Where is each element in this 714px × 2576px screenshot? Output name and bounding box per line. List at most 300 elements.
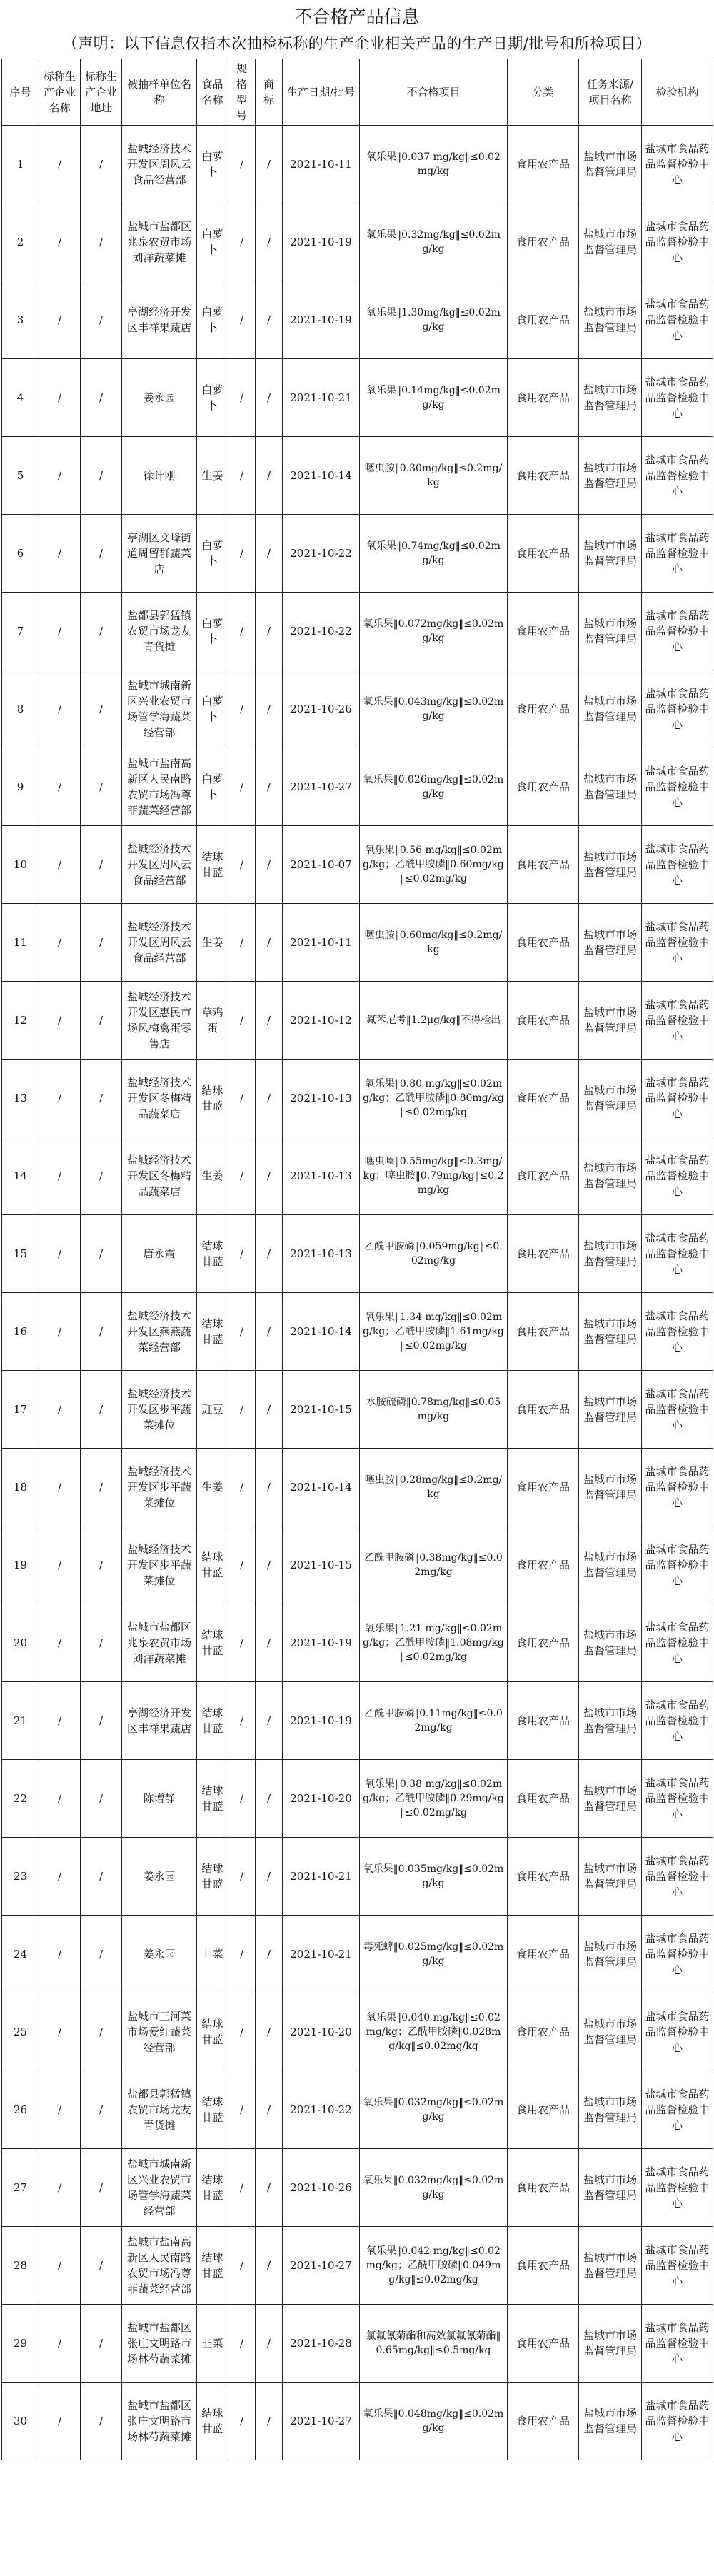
cell-failed-item: 氧乐果‖0.032mg/kg‖≤0.02mg/kg: [360, 2149, 508, 2227]
cell-sampled-unit: 姜永园: [122, 1916, 197, 1993]
cell-task-source: 盐城市市场监督管理局: [579, 1215, 642, 1293]
cell-date-batch: 2021-10-19: [283, 281, 360, 359]
cell-manufacturer: /: [39, 1916, 81, 1993]
cell-failed-item: 氟苯尼考‖1.2μg/kg‖不得检出: [360, 982, 508, 1060]
cell-date-batch: 2021-10-21: [283, 1916, 360, 1993]
cell-spec: /: [228, 670, 256, 748]
cell-sampled-unit: 盐城经济技术开发区周风云食品经营部: [122, 826, 197, 904]
cell-category: 食用农产品: [508, 1682, 579, 1760]
cell-failed-item: 氧乐果‖1.30mg/kg‖≤0.02mg/kg: [360, 281, 508, 359]
cell-lab: 盐城市食品药品监督检验中心: [642, 1137, 713, 1215]
cell-manufacturer-address: /: [81, 904, 122, 982]
cell-no: 7: [2, 593, 39, 670]
header-spec: 规格型号: [228, 59, 256, 126]
cell-task-source: 盐城市市场监督管理局: [579, 1137, 642, 1215]
cell-food-name: 生姜: [197, 437, 228, 515]
cell-manufacturer: /: [39, 359, 81, 437]
cell-category: 食用农产品: [508, 281, 579, 359]
cell-manufacturer-address: /: [81, 203, 122, 281]
cell-date-batch: 2021-10-27: [283, 2383, 360, 2460]
cell-manufacturer: /: [39, 1293, 81, 1371]
table-header-row: [2, 59, 713, 126]
cell-lab: 盐城市食品药品监督检验中心: [642, 1526, 713, 1604]
cell-date-batch: 2021-10-13: [283, 1060, 360, 1137]
table-row: [2, 2227, 713, 2305]
cell-spec: /: [228, 2071, 256, 2149]
table-row: [2, 826, 713, 904]
cell-date-batch: 2021-10-28: [283, 2305, 360, 2383]
cell-brand: /: [256, 982, 283, 1060]
cell-food-name: 韭菜: [197, 2305, 228, 2383]
cell-food-name: 白萝卜: [197, 203, 228, 281]
cell-brand: /: [256, 515, 283, 593]
cell-spec: /: [228, 126, 256, 203]
cell-sampled-unit: 盐城市城南新区兴业农贸市场管学海蔬菜经营部: [122, 2149, 197, 2227]
table-row: [2, 1215, 713, 1293]
cell-spec: /: [228, 1604, 256, 1682]
cell-task-source: 盐城市市场监督管理局: [579, 1293, 642, 1371]
cell-no: 26: [2, 2071, 39, 2149]
cell-brand: /: [256, 2149, 283, 2227]
cell-category: 食用农产品: [508, 982, 579, 1060]
cell-date-batch: 2021-10-19: [283, 1604, 360, 1682]
cell-brand: /: [256, 2305, 283, 2383]
cell-date-batch: 2021-10-26: [283, 670, 360, 748]
cell-spec: /: [228, 1137, 256, 1215]
cell-manufacturer-address: /: [81, 1526, 122, 1604]
cell-date-batch: 2021-10-14: [283, 437, 360, 515]
cell-lab: 盐城市食品药品监督检验中心: [642, 748, 713, 826]
cell-task-source: 盐城市市场监督管理局: [579, 1060, 642, 1137]
cell-failed-item: 噻虫嗪‖0.55mg/kg‖≤0.3mg/kg；噻虫胺‖0.79mg/kg‖≤0.2mg/kg: [360, 1137, 508, 1215]
cell-spec: /: [228, 281, 256, 359]
cell-food-name: 白萝卜: [197, 670, 228, 748]
cell-sampled-unit: 盐城经济技术开发区步平蔬菜摊位: [122, 1371, 197, 1449]
cell-no: 2: [2, 203, 39, 281]
cell-manufacturer-address: /: [81, 2071, 122, 2149]
cell-food-name: 白萝卜: [197, 359, 228, 437]
cell-brand: /: [256, 1060, 283, 1137]
cell-date-batch: 2021-10-22: [283, 515, 360, 593]
table-row: [2, 203, 713, 281]
cell-spec: /: [228, 1993, 256, 2071]
cell-date-batch: 2021-10-27: [283, 748, 360, 826]
cell-task-source: 盐城市市场监督管理局: [579, 281, 642, 359]
cell-lab: 盐城市食品药品监督检验中心: [642, 1060, 713, 1137]
cell-food-name: 结球甘蓝: [197, 2383, 228, 2460]
cell-manufacturer-address: /: [81, 126, 122, 203]
cell-no: 12: [2, 982, 39, 1060]
cell-spec: /: [228, 437, 256, 515]
cell-no: 18: [2, 1449, 39, 1526]
statement: （声明：以下信息仅指本次抽检标称的生产企业相关产品的生产日期/批号和所检项目）: [62, 35, 652, 52]
cell-failed-item: 氯氟氰菊酯和高效氯氟氰菊酯‖0.65mg/kg‖≤0.5mg/kg: [360, 2305, 508, 2383]
cell-spec: /: [228, 1760, 256, 1838]
cell-no: 11: [2, 904, 39, 982]
table-row: [2, 2383, 713, 2460]
cell-failed-item: 噻虫胺‖0.28mg/kg‖≤0.2mg/kg: [360, 1449, 508, 1526]
cell-task-source: 盐城市市场监督管理局: [579, 1993, 642, 2071]
cell-lab: 盐城市食品药品监督检验中心: [642, 126, 713, 203]
cell-task-source: 盐城市市场监督管理局: [579, 515, 642, 593]
cell-manufacturer: /: [39, 2227, 81, 2305]
cell-no: 25: [2, 1993, 39, 2071]
cell-brand: /: [256, 2227, 283, 2305]
cell-brand: /: [256, 1682, 283, 1760]
cell-spec: /: [228, 904, 256, 982]
cell-category: 食用农产品: [508, 1526, 579, 1604]
cell-manufacturer: /: [39, 2149, 81, 2227]
cell-brand: /: [256, 1993, 283, 2071]
cell-failed-item: 毒死蜱‖0.025mg/kg‖≤0.02mg/kg: [360, 1916, 508, 1993]
cell-food-name: 结球甘蓝: [197, 1760, 228, 1838]
header-sampled-unit: 被抽样单位名称: [122, 59, 197, 126]
cell-failed-item: 噻虫胺‖0.30mg/kg‖≤0.2mg/kg: [360, 437, 508, 515]
cell-spec: /: [228, 2149, 256, 2227]
table-row: [2, 1137, 713, 1215]
cell-brand: /: [256, 1215, 283, 1293]
cell-lab: 盐城市食品药品监督检验中心: [642, 1215, 713, 1293]
cell-date-batch: 2021-10-15: [283, 1526, 360, 1604]
cell-date-batch: 2021-10-20: [283, 1760, 360, 1838]
cell-spec: /: [228, 1682, 256, 1760]
cell-lab: 盐城市食品药品监督检验中心: [642, 1371, 713, 1449]
cell-manufacturer: /: [39, 1760, 81, 1838]
cell-date-batch: 2021-10-21: [283, 1838, 360, 1916]
cell-manufacturer: /: [39, 1137, 81, 1215]
cell-lab: 盐城市食品药品监督检验中心: [642, 1449, 713, 1526]
cell-date-batch: 2021-10-13: [283, 1137, 360, 1215]
table-row: [2, 281, 713, 359]
table-row: [2, 437, 713, 515]
cell-lab: 盐城市食品药品监督检验中心: [642, 203, 713, 281]
cell-task-source: 盐城市市场监督管理局: [579, 1916, 642, 1993]
header-lab: 检验机构: [642, 59, 713, 126]
cell-date-batch: 2021-10-20: [283, 1993, 360, 2071]
cell-task-source: 盐城市市场监督管理局: [579, 748, 642, 826]
table-row: [2, 1293, 713, 1371]
cell-sampled-unit: 盐城经济技术开发区燕燕蔬菜经营部: [122, 1293, 197, 1371]
cell-task-source: 盐城市市场监督管理局: [579, 437, 642, 515]
cell-food-name: 结球甘蓝: [197, 1993, 228, 2071]
cell-brand: /: [256, 1137, 283, 1215]
cell-sampled-unit: 盐城经济技术开发区冬梅精品蔬菜店: [122, 1060, 197, 1137]
table-row: [2, 748, 713, 826]
cell-manufacturer-address: /: [81, 1215, 122, 1293]
cell-brand: /: [256, 437, 283, 515]
cell-manufacturer: /: [39, 748, 81, 826]
cell-category: 食用农产品: [508, 1371, 579, 1449]
cell-manufacturer: /: [39, 1449, 81, 1526]
header-failed-item: 不合格项目: [360, 59, 508, 126]
cell-food-name: 结球甘蓝: [197, 1215, 228, 1293]
cell-sampled-unit: 徐计刚: [122, 437, 197, 515]
cell-food-name: 白萝卜: [197, 515, 228, 593]
cell-manufacturer-address: /: [81, 515, 122, 593]
cell-category: 食用农产品: [508, 1993, 579, 2071]
cell-brand: /: [256, 748, 283, 826]
cell-no: 9: [2, 748, 39, 826]
cell-lab: 盐城市食品药品监督检验中心: [642, 826, 713, 904]
cell-date-batch: 2021-10-14: [283, 1449, 360, 1526]
cell-lab: 盐城市食品药品监督检验中心: [642, 2149, 713, 2227]
cell-no: 29: [2, 2305, 39, 2383]
cell-category: 食用农产品: [508, 1760, 579, 1838]
cell-brand: /: [256, 1838, 283, 1916]
cell-failed-item: 氧乐果‖0.048mg/kg‖≤0.02mg/kg: [360, 2383, 508, 2460]
cell-brand: /: [256, 670, 283, 748]
cell-manufacturer: /: [39, 203, 81, 281]
cell-sampled-unit: 陈增静: [122, 1760, 197, 1838]
cell-food-name: 结球甘蓝: [197, 1293, 228, 1371]
cell-manufacturer-address: /: [81, 359, 122, 437]
cell-food-name: 白萝卜: [197, 593, 228, 670]
cell-task-source: 盐城市市场监督管理局: [579, 1682, 642, 1760]
cell-lab: 盐城市食品药品监督检验中心: [642, 593, 713, 670]
cell-brand: /: [256, 826, 283, 904]
cell-date-batch: 2021-10-11: [283, 904, 360, 982]
cell-category: 食用农产品: [508, 670, 579, 748]
cell-spec: /: [228, 748, 256, 826]
cell-food-name: 豇豆: [197, 1371, 228, 1449]
cell-no: 10: [2, 826, 39, 904]
cell-brand: /: [256, 1760, 283, 1838]
cell-no: 28: [2, 2227, 39, 2305]
cell-manufacturer-address: /: [81, 1137, 122, 1215]
cell-task-source: 盐城市市场监督管理局: [579, 359, 642, 437]
cell-category: 食用农产品: [508, 904, 579, 982]
cell-category: 食用农产品: [508, 1916, 579, 1993]
cell-category: 食用农产品: [508, 1215, 579, 1293]
cell-sampled-unit: 盐城市盐都区兆泉农贸市场刘洋蔬菜摊: [122, 203, 197, 281]
cell-manufacturer: /: [39, 437, 81, 515]
table-row: [2, 2305, 713, 2383]
cell-category: 食用农产品: [508, 1060, 579, 1137]
cell-failed-item: 氧乐果‖0.037 mg/kg‖≤0.02mg/kg: [360, 126, 508, 203]
cell-task-source: 盐城市市场监督管理局: [579, 1449, 642, 1526]
cell-no: 19: [2, 1526, 39, 1604]
table-row: [2, 359, 713, 437]
cell-manufacturer: /: [39, 904, 81, 982]
cell-sampled-unit: 盐城市盐都区张庄文明路市场林芍蔬菜摊: [122, 2305, 197, 2383]
cell-sampled-unit: 盐城市三河菜市场爱红蔬菜经营部: [122, 1993, 197, 2071]
cell-lab: 盐城市食品药品监督检验中心: [642, 2071, 713, 2149]
cell-manufacturer: /: [39, 1371, 81, 1449]
cell-date-batch: 2021-10-14: [283, 1293, 360, 1371]
cell-no: 16: [2, 1293, 39, 1371]
cell-lab: 盐城市食品药品监督检验中心: [642, 1838, 713, 1916]
cell-failed-item: 氧乐果‖0.56 mg/kg‖≤0.02mg/kg；乙酰甲胺磷‖0.60mg/kg‖≤0.02mg/kg: [360, 826, 508, 904]
cell-date-batch: 2021-10-15: [283, 1371, 360, 1449]
cell-manufacturer-address: /: [81, 1682, 122, 1760]
cell-category: 食用农产品: [508, 1838, 579, 1916]
cell-spec: /: [228, 1371, 256, 1449]
header-manufacturer-address: 标称生产企业地址: [81, 59, 122, 126]
table-row: [2, 593, 713, 670]
table-row: [2, 126, 713, 203]
cell-food-name: 白萝卜: [197, 126, 228, 203]
cell-no: 15: [2, 1215, 39, 1293]
table-row: [2, 1916, 713, 1993]
cell-brand: /: [256, 281, 283, 359]
cell-lab: 盐城市食品药品监督检验中心: [642, 670, 713, 748]
cell-lab: 盐城市食品药品监督检验中心: [642, 1293, 713, 1371]
cell-failed-item: 氧乐果‖0.040 mg/kg‖≤0.02mg/kg；乙酰甲胺磷‖0.028mg/kg‖≤0.02mg/kg: [360, 1993, 508, 2071]
table-row: [2, 1682, 713, 1760]
cell-category: 食用农产品: [508, 437, 579, 515]
cell-failed-item: 氧乐果‖0.042 mg/kg‖≤0.02mg/kg；乙酰甲胺磷‖0.049mg/kg‖≤0.02mg/kg: [360, 2227, 508, 2305]
cell-brand: /: [256, 1916, 283, 1993]
cell-date-batch: 2021-10-07: [283, 826, 360, 904]
cell-brand: /: [256, 1371, 283, 1449]
cell-food-name: 草鸡蛋: [197, 982, 228, 1060]
cell-no: 5: [2, 437, 39, 515]
cell-lab: 盐城市食品药品监督检验中心: [642, 2227, 713, 2305]
cell-manufacturer-address: /: [81, 1838, 122, 1916]
cell-sampled-unit: 唐永霞: [122, 1215, 197, 1293]
cell-food-name: 结球甘蓝: [197, 2227, 228, 2305]
cell-category: 食用农产品: [508, 1604, 579, 1682]
cell-failed-item: 氧乐果‖0.32mg/kg‖≤0.02mg/kg: [360, 203, 508, 281]
cell-brand: /: [256, 1449, 283, 1526]
cell-lab: 盐城市食品药品监督检验中心: [642, 904, 713, 982]
cell-food-name: 结球甘蓝: [197, 2149, 228, 2227]
cell-food-name: 结球甘蓝: [197, 1838, 228, 1916]
cell-brand: /: [256, 904, 283, 982]
cell-sampled-unit: 盐都县郭猛镇农贸市场龙友青货摊: [122, 593, 197, 670]
cell-task-source: 盐城市市场监督管理局: [579, 2227, 642, 2305]
cell-brand: /: [256, 1604, 283, 1682]
cell-sampled-unit: 姜永园: [122, 1838, 197, 1916]
cell-manufacturer-address: /: [81, 826, 122, 904]
cell-task-source: 盐城市市场监督管理局: [579, 904, 642, 982]
cell-task-source: 盐城市市场监督管理局: [579, 670, 642, 748]
cell-date-batch: 2021-10-21: [283, 359, 360, 437]
cell-manufacturer-address: /: [81, 1993, 122, 2071]
cell-no: 4: [2, 359, 39, 437]
cell-failed-item: 乙酰甲胺磷‖0.059mg/kg‖≤0.02mg/kg: [360, 1215, 508, 1293]
cell-manufacturer-address: /: [81, 1916, 122, 1993]
cell-category: 食用农产品: [508, 593, 579, 670]
cell-manufacturer-address: /: [81, 1760, 122, 1838]
cell-manufacturer-address: /: [81, 982, 122, 1060]
cell-manufacturer-address: /: [81, 2305, 122, 2383]
cell-category: 食用农产品: [508, 2227, 579, 2305]
cell-category: 食用农产品: [508, 2383, 579, 2460]
cell-task-source: 盐城市市场监督管理局: [579, 1526, 642, 1604]
cell-food-name: 韭菜: [197, 1916, 228, 1993]
cell-spec: /: [228, 1526, 256, 1604]
cell-lab: 盐城市食品药品监督检验中心: [642, 2305, 713, 2383]
cell-manufacturer: /: [39, 1838, 81, 1916]
cell-task-source: 盐城市市场监督管理局: [579, 1838, 642, 1916]
cell-spec: /: [228, 1060, 256, 1137]
cell-manufacturer: /: [39, 1604, 81, 1682]
cell-manufacturer: /: [39, 515, 81, 593]
cell-task-source: 盐城市市场监督管理局: [579, 203, 642, 281]
cell-manufacturer-address: /: [81, 1371, 122, 1449]
cell-manufacturer-address: /: [81, 1293, 122, 1371]
cell-task-source: 盐城市市场监督管理局: [579, 1604, 642, 1682]
cell-sampled-unit: 盐城经济技术开发区周风云食品经营部: [122, 904, 197, 982]
header-brand: 商标: [256, 59, 283, 126]
cell-no: 20: [2, 1604, 39, 1682]
cell-sampled-unit: 盐城市盐南高新区人民南路农贸市场冯尊菲蔬菜经营部: [122, 2227, 197, 2305]
cell-date-batch: 2021-10-11: [283, 126, 360, 203]
cell-lab: 盐城市食品药品监督检验中心: [642, 2383, 713, 2460]
cell-no: 14: [2, 1137, 39, 1215]
cell-food-name: 结球甘蓝: [197, 1060, 228, 1137]
header-manufacturer: 标称生产企业名称: [39, 59, 81, 126]
cell-failed-item: 氧乐果‖0.072mg/kg‖≤0.02mg/kg: [360, 593, 508, 670]
cell-failed-item: 氧乐果‖0.035mg/kg‖≤0.02mg/kg: [360, 1838, 508, 1916]
cell-manufacturer: /: [39, 126, 81, 203]
cell-failed-item: 氧乐果‖0.80 mg/kg‖≤0.02mg/kg；乙酰甲胺磷‖0.80mg/kg‖≤0.02mg/kg: [360, 1060, 508, 1137]
cell-spec: /: [228, 203, 256, 281]
cell-task-source: 盐城市市场监督管理局: [579, 1371, 642, 1449]
cell-lab: 盐城市食品药品监督检验中心: [642, 1682, 713, 1760]
cell-brand: /: [256, 359, 283, 437]
table-body: [2, 126, 713, 2460]
cell-date-batch: 2021-10-27: [283, 2227, 360, 2305]
cell-category: 食用农产品: [508, 826, 579, 904]
table-row: [2, 982, 713, 1060]
table-row: [2, 515, 713, 593]
cell-task-source: 盐城市市场监督管理局: [579, 126, 642, 203]
cell-manufacturer-address: /: [81, 437, 122, 515]
cell-no: 22: [2, 1760, 39, 1838]
header-date-batch: 生产日期/批号: [283, 59, 360, 126]
cell-sampled-unit: 盐都县郭猛镇农贸市场龙友青货摊: [122, 2071, 197, 2149]
cell-food-name: 结球甘蓝: [197, 2071, 228, 2149]
cell-spec: /: [228, 2227, 256, 2305]
cell-lab: 盐城市食品药品监督检验中心: [642, 1760, 713, 1838]
cell-lab: 盐城市食品药品监督检验中心: [642, 1604, 713, 1682]
header-category: 分类: [508, 59, 579, 126]
cell-category: 食用农产品: [508, 1293, 579, 1371]
cell-task-source: 盐城市市场监督管理局: [579, 826, 642, 904]
cell-failed-item: 氧乐果‖0.026mg/kg‖≤0.02mg/kg: [360, 748, 508, 826]
cell-manufacturer: /: [39, 1682, 81, 1760]
cell-manufacturer: /: [39, 2305, 81, 2383]
header-task-source: 任务来源/项目名称: [579, 59, 642, 126]
page-title: 不合格产品信息: [294, 6, 420, 27]
cell-failed-item: 氧乐果‖0.032mg/kg‖≤0.02mg/kg: [360, 2071, 508, 2149]
cell-sampled-unit: 盐城经济技术开发区周风云食品经营部: [122, 126, 197, 203]
table-row: [2, 1604, 713, 1682]
cell-task-source: 盐城市市场监督管理局: [579, 593, 642, 670]
cell-failed-item: 氧乐果‖1.21 mg/kg‖≤0.02mg/kg；乙酰甲胺磷‖1.08mg/kg‖≤0.02mg/kg: [360, 1604, 508, 1682]
table-row: [2, 1060, 713, 1137]
cell-category: 食用农产品: [508, 2305, 579, 2383]
cell-sampled-unit: 盐城市盐都区兆泉农贸市场刘洋蔬菜摊: [122, 1604, 197, 1682]
cell-manufacturer-address: /: [81, 1060, 122, 1137]
cell-date-batch: 2021-10-22: [283, 2071, 360, 2149]
cell-manufacturer: /: [39, 593, 81, 670]
cell-category: 食用农产品: [508, 1137, 579, 1215]
cell-manufacturer-address: /: [81, 670, 122, 748]
cell-food-name: 白萝卜: [197, 281, 228, 359]
cell-manufacturer-address: /: [81, 748, 122, 826]
cell-date-batch: 2021-10-22: [283, 593, 360, 670]
cell-brand: /: [256, 1526, 283, 1604]
cell-manufacturer-address: /: [81, 2149, 122, 2227]
cell-failed-item: 水胺硫磷‖0.78mg/kg‖≤0.05mg/kg: [360, 1371, 508, 1449]
cell-spec: /: [228, 2383, 256, 2460]
cell-sampled-unit: 盐城市盐都区张庄文明路市场林芍蔬菜摊: [122, 2383, 197, 2460]
cell-manufacturer-address: /: [81, 1449, 122, 1526]
cell-failed-item: 氧乐果‖1.34 mg/kg‖≤0.02mg/kg；乙酰甲胺磷‖1.61mg/kg‖≤0.02mg/kg: [360, 1293, 508, 1371]
